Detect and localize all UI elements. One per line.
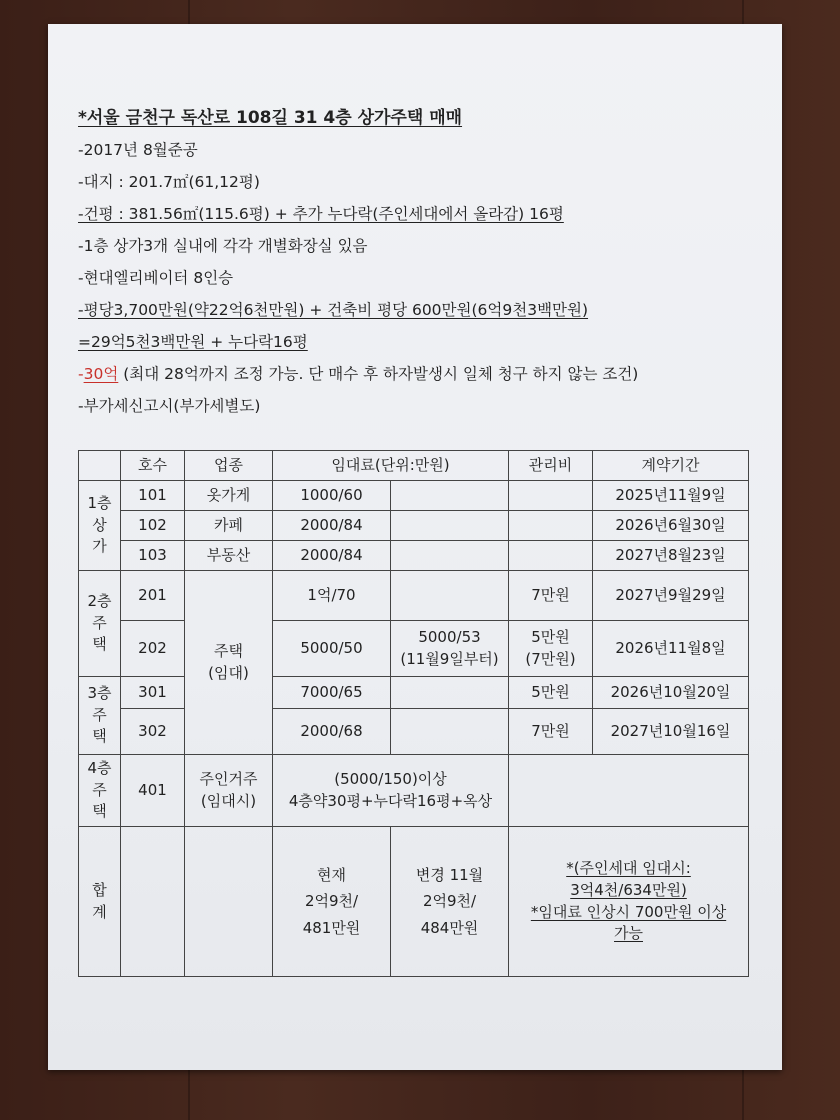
- unit-cell: 302: [121, 709, 185, 755]
- fee-cell: 5만원 (7만원): [509, 621, 593, 677]
- term-cell: 2026년10월20일: [593, 677, 749, 709]
- header-floor: [79, 451, 121, 481]
- empty-cell: [185, 827, 273, 977]
- fee-cell: 7만원: [509, 709, 593, 755]
- table-row: [79, 481, 749, 511]
- rent-change-cell: [391, 677, 509, 709]
- fee-cell: [509, 481, 593, 511]
- table-row: [79, 677, 749, 709]
- rent-change-cell: 5000/53 (11월9일부터): [391, 621, 509, 677]
- rent-cell: (5000/150)이상 4층약30평+누다락16평+옥상: [273, 755, 509, 827]
- table-row: [79, 541, 749, 571]
- unit-cell: 202: [121, 621, 185, 677]
- table-header-row: [79, 451, 749, 481]
- table-row: [79, 755, 749, 827]
- term-cell: 2025년11월9일: [593, 481, 749, 511]
- term-cell: 2027년8월23일: [593, 541, 749, 571]
- rent-table: [78, 450, 749, 977]
- business-type-cell: 주인거주 (임대시): [185, 755, 273, 827]
- restroom-line: -1층 상가3개 실내에 각각 개별화장실 있음: [78, 237, 368, 255]
- floor-2-label: 2층 주 택: [79, 571, 121, 677]
- header-contract-term: 계약기간: [593, 451, 749, 481]
- rent-cell: 1억/70: [273, 571, 391, 621]
- unit-cell: 401: [121, 755, 185, 827]
- total-row: [79, 827, 749, 977]
- total-current: 현재 2억9천/ 481만원: [273, 827, 391, 977]
- fee-cell: [509, 511, 593, 541]
- term-cell: 2027년10월16일: [593, 709, 749, 755]
- total-changed: 변경 11월 2억9천/ 484만원: [391, 827, 509, 977]
- rent-change-cell: [391, 481, 509, 511]
- term-cell: 2026년6월30일: [593, 511, 749, 541]
- header-management-fee: 관리비: [509, 451, 593, 481]
- table-row: [79, 511, 749, 541]
- rent-change-cell: [391, 511, 509, 541]
- rent-cell: 5000/50: [273, 621, 391, 677]
- rent-change-cell: [391, 541, 509, 571]
- floor-4-label: 4층 주 택: [79, 755, 121, 827]
- asking-price: 30억: [83, 365, 119, 383]
- rent-cell: 1000/60: [273, 481, 391, 511]
- table-row: [79, 709, 749, 755]
- rent-cell: 2000/84: [273, 541, 391, 571]
- listing-title: *서울 금천구 독산로 108길 31 4층 상가주택 매매: [78, 108, 463, 128]
- housing-type-cell: 주택 (임대): [185, 571, 273, 755]
- rent-cell: 7000/65: [273, 677, 391, 709]
- empty-cell: [509, 755, 749, 827]
- elevator-line: -현대엘리베이터 8인승: [78, 269, 234, 287]
- rent-change-cell: [391, 709, 509, 755]
- vat-line: -부가세신고시(부가세별도): [78, 397, 261, 415]
- asking-price-line: -30억 (최대 28억까지 조정 가능. 단 매수 후 하자발생시 일체 청구 하지 않는 조건): [78, 365, 639, 383]
- completion-line: -2017년 8월준공: [78, 141, 198, 159]
- header-rent: 임대료(단위:만원): [273, 451, 509, 481]
- total-note: *(주인세대 임대시: 3억4천/634만원) *임대료 인상시 700만원 이상 가능: [509, 827, 749, 977]
- unit-cell: 301: [121, 677, 185, 709]
- total-label: 합 계: [79, 827, 121, 977]
- unit-cell: 201: [121, 571, 185, 621]
- business-type-cell: 카페: [185, 511, 273, 541]
- empty-cell: [121, 827, 185, 977]
- table-row: [79, 621, 749, 677]
- floor-3-label: 3층 주 택: [79, 677, 121, 755]
- fee-cell: 7만원: [509, 571, 593, 621]
- table-row: [79, 571, 749, 621]
- unit-cell: 101: [121, 481, 185, 511]
- business-type-cell: 옷가게: [185, 481, 273, 511]
- fee-cell: 5만원: [509, 677, 593, 709]
- term-cell: 2027년9월29일: [593, 571, 749, 621]
- header-business-type: 업종: [185, 451, 273, 481]
- rent-cell: 2000/68: [273, 709, 391, 755]
- land-area-line: -대지 : 201.7㎡(61,12평): [78, 173, 260, 191]
- fee-cell: [509, 541, 593, 571]
- floor-1-label: 1층 상 가: [79, 481, 121, 571]
- price-sum-line: =29억5천3백만원 + 누다락16평: [78, 333, 308, 351]
- price-per-pyeong-line: -평당3,700만원(약22억6천만원) + 건축비 평당 600만원(6억9천3백만원): [78, 301, 589, 319]
- business-type-cell: 부동산: [185, 541, 273, 571]
- rent-cell: 2000/84: [273, 511, 391, 541]
- floor-area-line: -건평 : 381.56㎡(115.6평) + 추가 누다락(주인세대에서 올라감) 16평: [78, 205, 564, 223]
- unit-cell: 102: [121, 511, 185, 541]
- rent-change-cell: [391, 571, 509, 621]
- unit-cell: 103: [121, 541, 185, 571]
- listing-details: [78, 102, 758, 422]
- header-unit: 호수: [121, 451, 185, 481]
- term-cell: 2026년11월8일: [593, 621, 749, 677]
- document-paper: [48, 24, 782, 1070]
